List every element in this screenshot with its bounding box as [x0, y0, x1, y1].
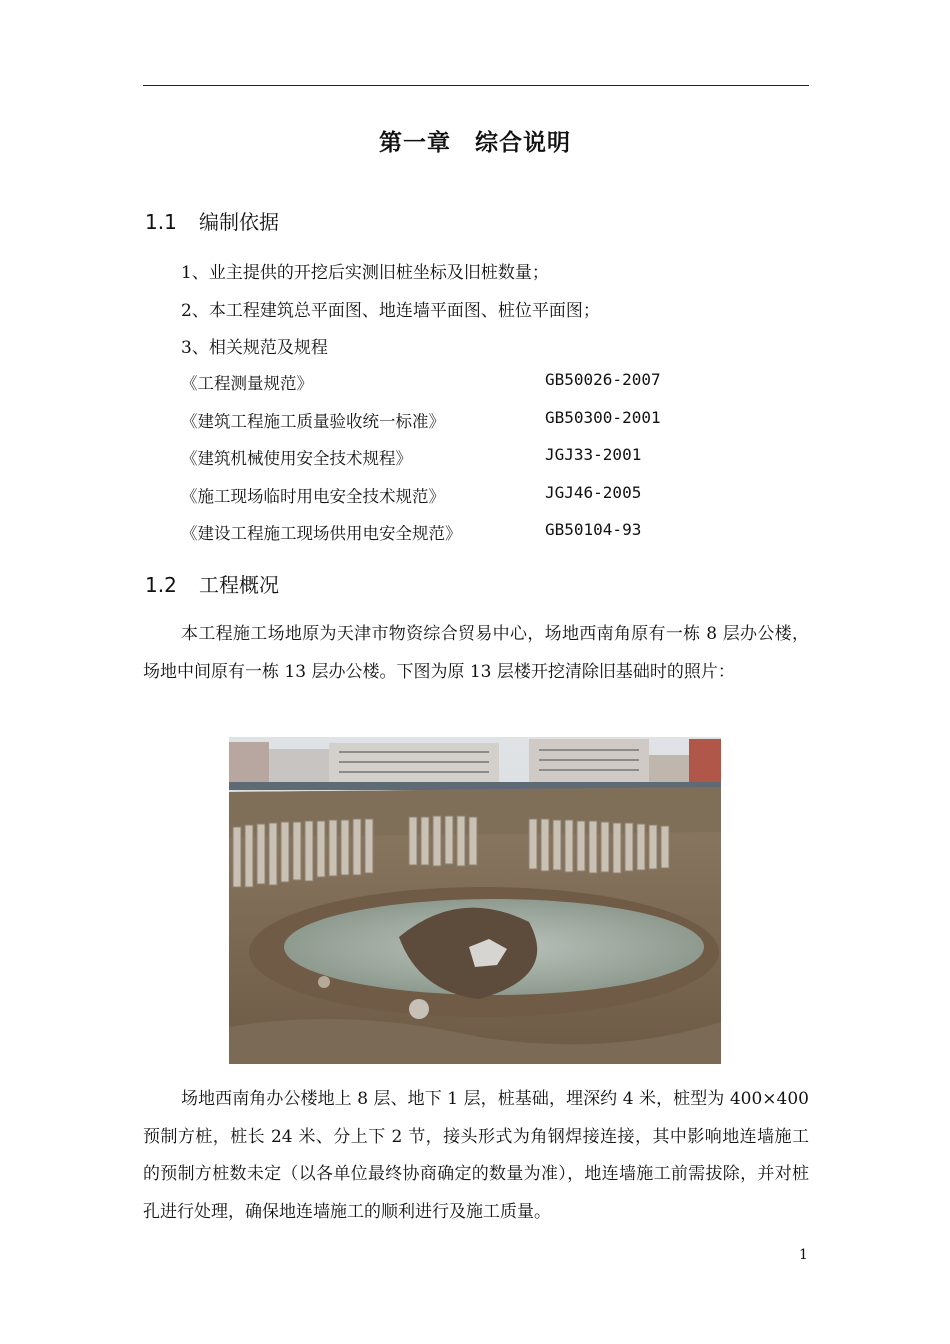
standard-code: GB50026-2007 — [545, 370, 661, 389]
overview-paragraph: 场地西南角办公楼地上 8 层、地下 1 层，桩基础，埋深约 4 米，桩型为 400×400 预制方桩，桩长 24 米、分上下 2 节，接头形式为角钢焊接连接，其中影响地连墙施工的预制方桩数未定（以各单位最终协商确定的数量为准），地连墙施工前需拔除，并对桩孔进行处理，确保地连墙施工的顺利进行及施工质量。 — [143, 1089, 809, 1222]
chapter-title: 第一章 综合说明 — [379, 130, 571, 156]
page-number: 1 — [799, 1247, 808, 1263]
standard-code: GB50300-2001 — [545, 408, 661, 427]
standard-title: 《建筑工程施工质量验收统一标准》 — [181, 412, 445, 431]
standard-title: 《建设工程施工现场供用电安全规范》 — [181, 524, 462, 543]
standard-code: JGJ46-2005 — [545, 483, 642, 502]
basis-item-1: 1、业主提供的开挖后实测旧桩坐标及旧桩数量； — [181, 263, 549, 283]
basis-item-3: 3、相关规范及规程 — [181, 338, 328, 358]
overview-paragraph: 本工程施工场地原为天津市物资综合贸易中心，场地西南角原有一栋 8 层办公楼，场地中间原有一栋 13 层办公楼。下图为原 13 层楼开挖清除旧基础时的照片： — [143, 624, 809, 682]
section-title: 工程概况 — [199, 573, 279, 597]
section-title: 编制依据 — [199, 210, 279, 234]
standard-code: JGJ33-2001 — [545, 445, 642, 464]
section-number: 1.2 — [145, 573, 177, 597]
excavation-photo — [229, 737, 721, 1064]
section-heading-1-1 — [145, 206, 279, 235]
standard-code: GB50104-93 — [545, 520, 642, 539]
standard-title: 《施工现场临时用电安全技术规范》 — [181, 487, 445, 506]
standard-title: 《建筑机械使用安全技术规程》 — [181, 449, 412, 468]
section-heading-1-2 — [145, 569, 279, 598]
header-rule — [143, 85, 809, 86]
section-number: 1.1 — [145, 210, 177, 234]
basis-item-2: 2、本工程建筑总平面图、地连墙平面图、桩位平面图； — [181, 301, 600, 321]
standard-title: 《工程测量规范》 — [181, 374, 313, 393]
